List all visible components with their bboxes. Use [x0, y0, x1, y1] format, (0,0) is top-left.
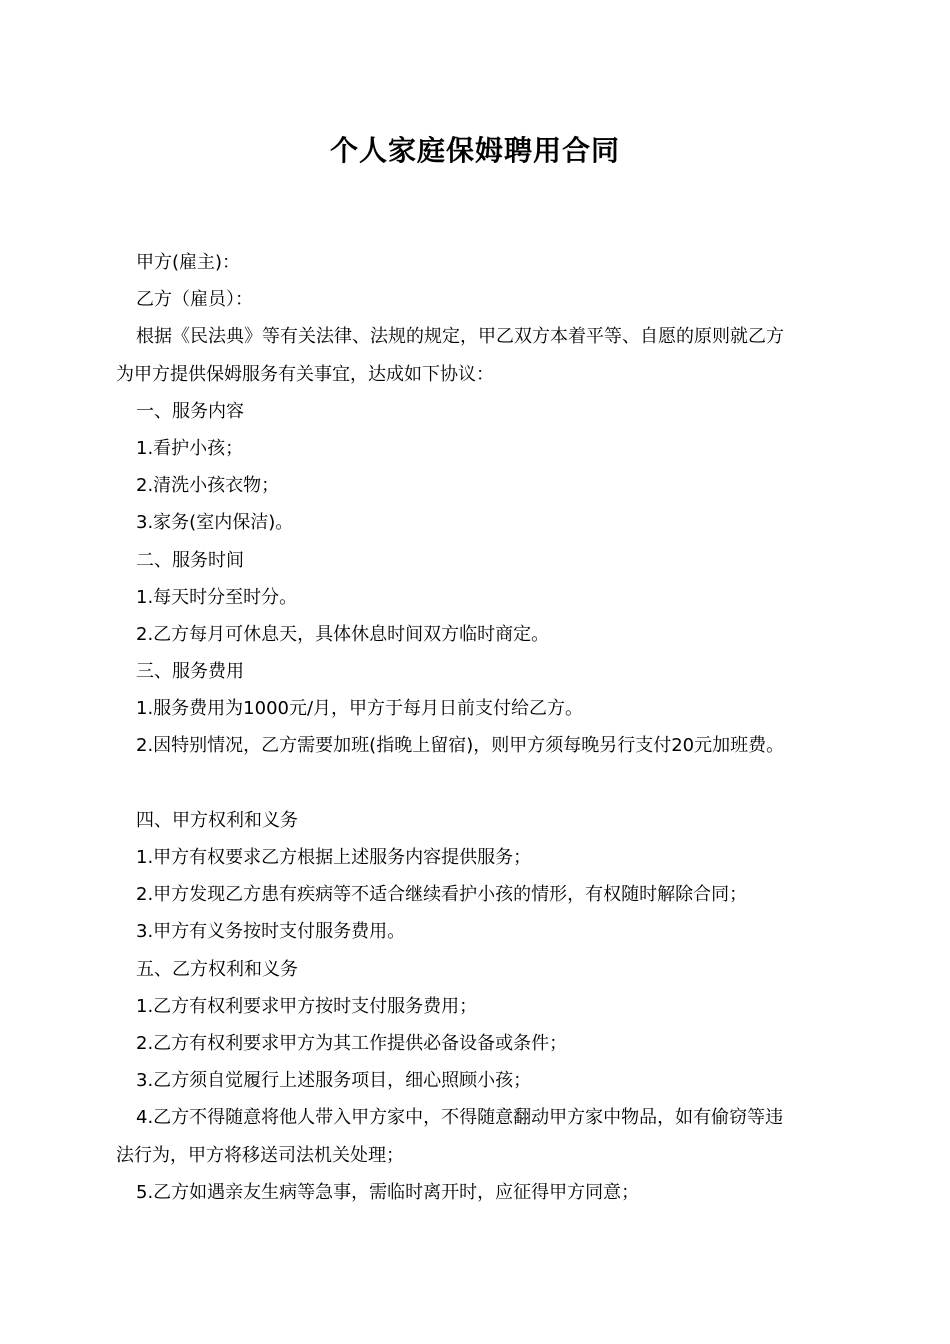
paragraph-line: 二、服务时间 [136, 549, 244, 571]
paragraph-line: 2.乙方有权利要求甲方为其工作提供必备设备或条件； [136, 1032, 568, 1054]
paragraph-line: 1.每天时分至时分。 [136, 586, 298, 608]
paragraph-line: 2.清洗小孩衣物； [136, 475, 280, 497]
paragraph-line: 1.甲方有权要求乙方根据上述服务内容提供服务； [136, 847, 532, 868]
blank-line [116, 765, 836, 802]
paragraph-line: 一、服务内容 [136, 400, 244, 422]
paragraph-line: 3.家务(室内保洁)。 [136, 512, 294, 534]
paragraph-line: 三、服务费用 [136, 661, 244, 683]
paragraph-line: 乙方（雇员）： [136, 289, 253, 311]
paragraph-line: 4.乙方不得随意将他人带入甲方家中，不得随意翻动甲方家中物品，如有偷窃等违 [136, 1107, 784, 1129]
paragraph-line: 为甲方提供保姆服务有关事宜，达成如下协议： [116, 363, 494, 385]
paragraph-line: 5.乙方如遇亲友生病等急事，需临时离开时，应征得甲方同意； [136, 1181, 640, 1203]
paragraph-line: 3.甲方有义务按时支付服务费用。 [136, 921, 406, 943]
paragraph-line: 五、乙方权利和义务 [136, 958, 298, 980]
paragraph-line: 1.乙方有权利要求甲方按时支付服务费用； [136, 995, 478, 1017]
paragraph-line: 2.乙方每月可休息天，具体休息时间双方临时商定。 [136, 623, 550, 645]
paragraph-line: 法行为，甲方将移送司法机关处理； [116, 1144, 404, 1166]
document-body [116, 244, 836, 1211]
paragraph-line: 1.服务费用为1000元/月，甲方于每月日前支付给乙方。 [136, 698, 584, 720]
paragraph-line: 3.乙方须自觉履行上述服务项目，细心照顾小孩； [136, 1070, 532, 1092]
paragraph-line: 四、甲方权利和义务 [136, 809, 298, 831]
paragraph-line: 甲方(雇主)： [136, 252, 241, 273]
paragraph-line: 1.看护小孩； [136, 437, 244, 459]
paragraph-line: 根据《民法典》等有关法律、法规的规定，甲乙双方本着平等、自愿的原则就乙方 [136, 326, 784, 348]
document-title: 个人家庭保姆聘用合同 [329, 134, 620, 167]
paragraph-line: 2.甲方发现乙方患有疾病等不适合继续看护小孩的情形，有权随时解除合同； [136, 884, 748, 906]
paragraph-line: 2.因特别情况，乙方需要加班(指晚上留宿)，则甲方须每晚另行支付20元加班费。 [136, 735, 785, 757]
